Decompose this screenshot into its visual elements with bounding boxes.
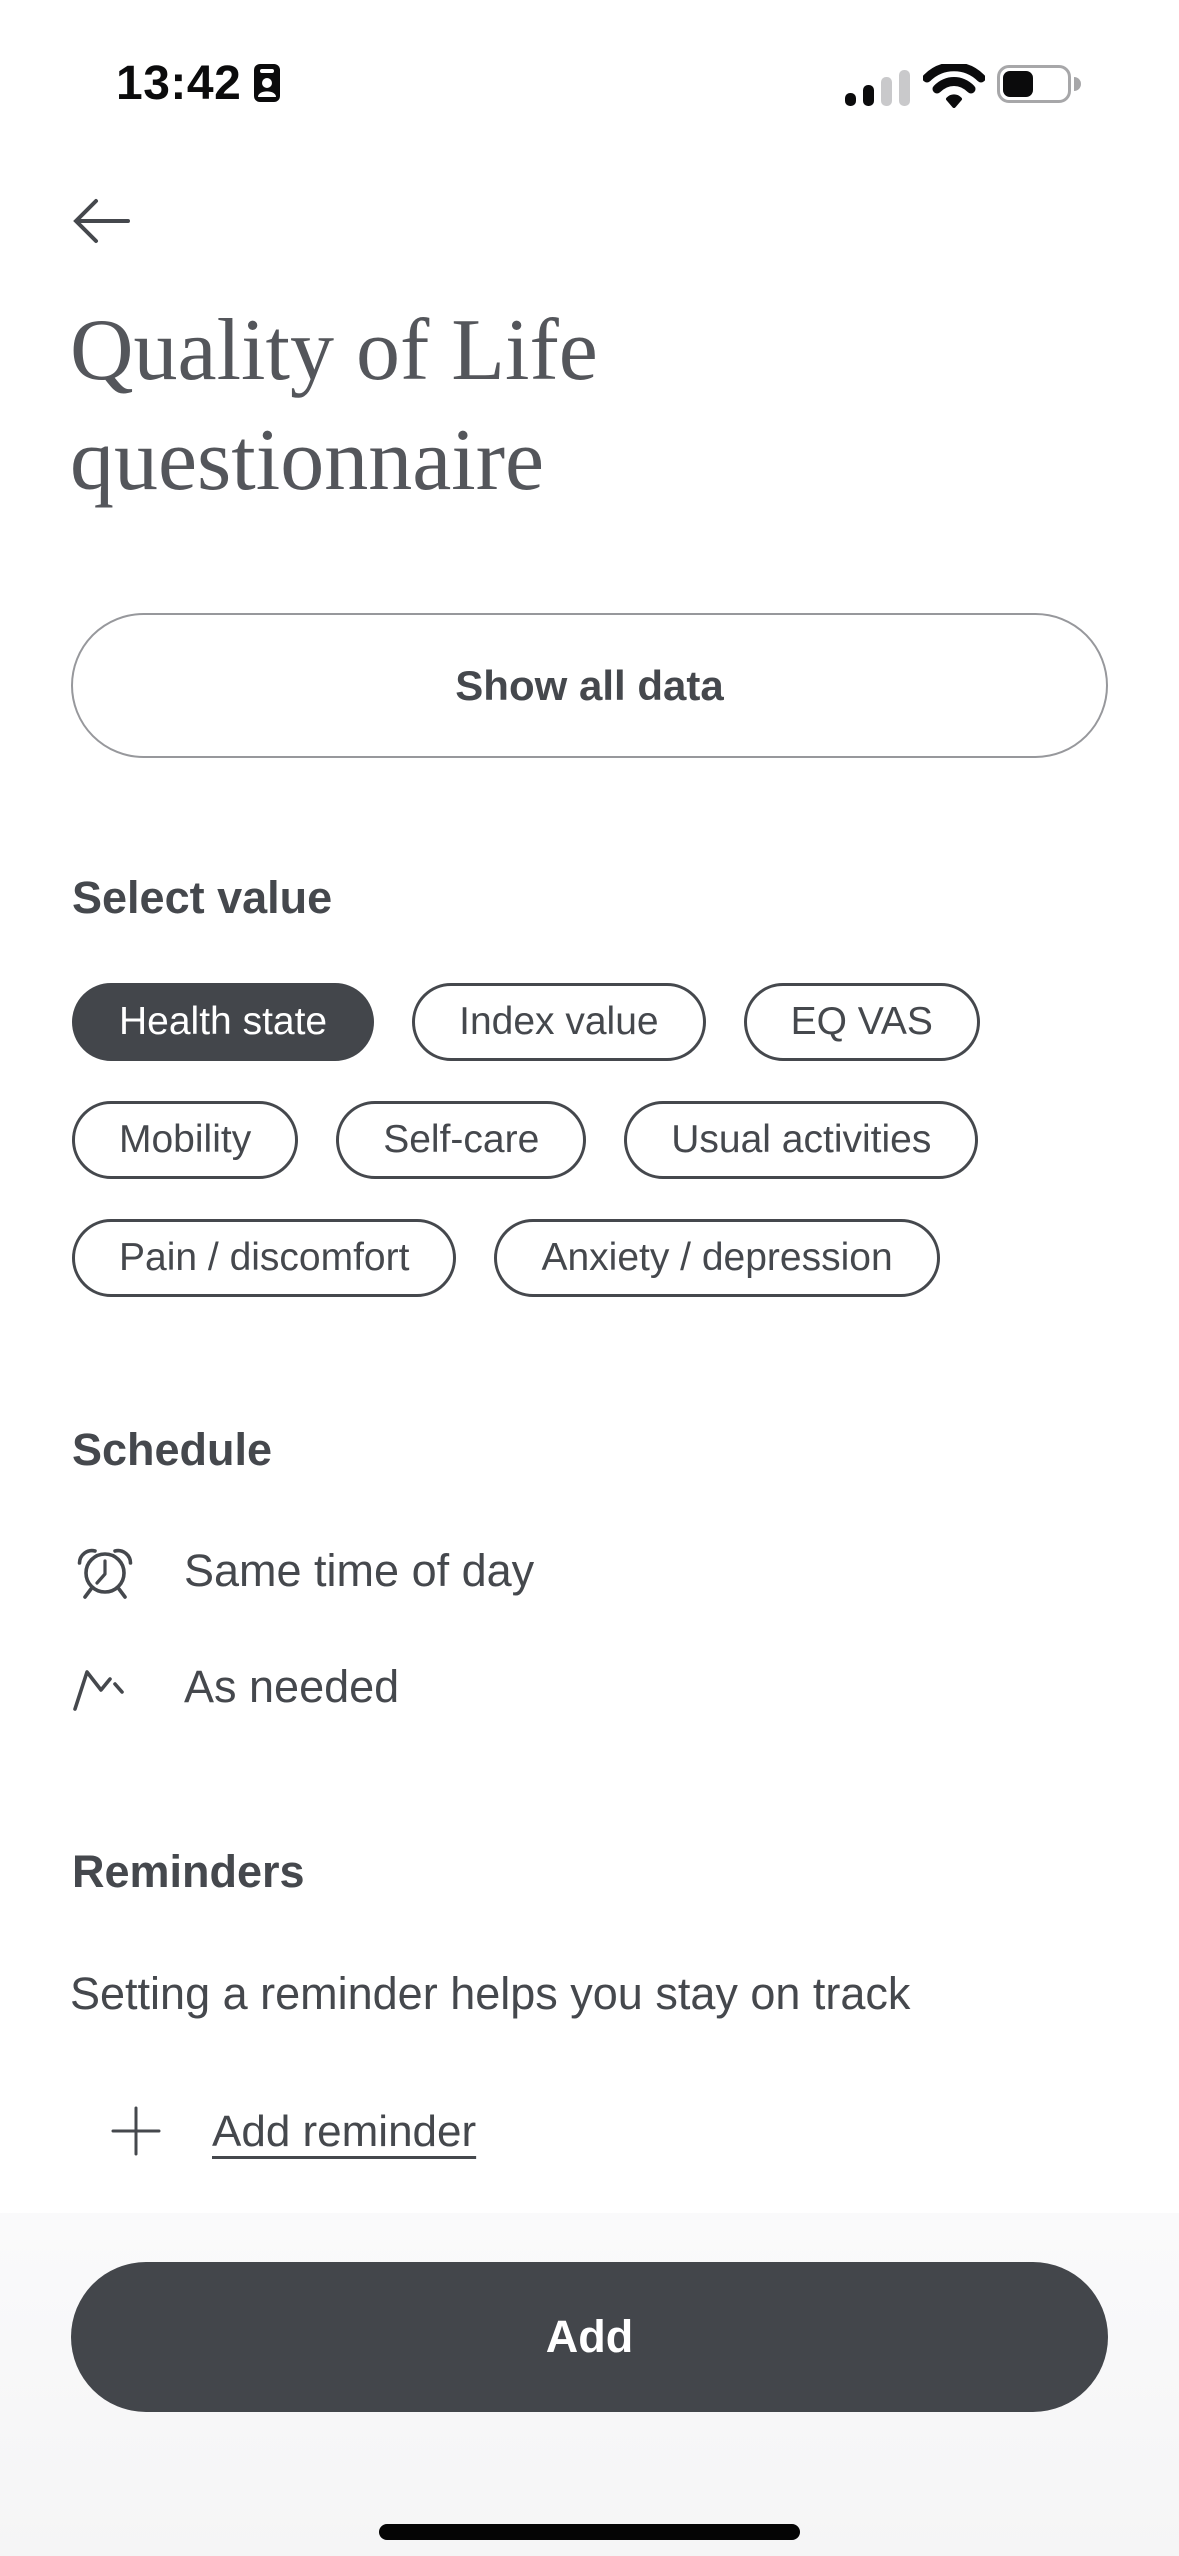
chip-self-care[interactable]: Self-care bbox=[336, 1101, 586, 1179]
person-badge-icon bbox=[254, 64, 280, 107]
select-value-heading: Select value bbox=[72, 872, 333, 923]
schedule-option-as-needed[interactable] bbox=[72, 1652, 772, 1722]
wifi-icon bbox=[923, 64, 985, 113]
chip-usual-activities[interactable]: Usual activities bbox=[624, 1101, 978, 1179]
chip-health-state[interactable]: Health state bbox=[72, 983, 374, 1061]
chip-eq-vas[interactable]: EQ VAS bbox=[744, 983, 980, 1061]
add-reminder-label: Add reminder bbox=[212, 2107, 477, 2156]
show-all-data-label: Show all data bbox=[455, 661, 724, 709]
status-time: 13:42 bbox=[116, 57, 242, 110]
schedule-option-same-time[interactable] bbox=[72, 1536, 772, 1606]
back-button[interactable] bbox=[66, 192, 138, 252]
show-all-data-button[interactable] bbox=[71, 613, 1108, 758]
trend-line-icon bbox=[72, 1662, 138, 1712]
page-title bbox=[70, 296, 1070, 516]
home-indicator[interactable] bbox=[379, 2524, 800, 2540]
battery-icon bbox=[997, 65, 1087, 105]
add-button[interactable]: Add bbox=[71, 2262, 1108, 2412]
schedule-option-label: Same time of day bbox=[184, 1545, 535, 1596]
alarm-clock-icon bbox=[72, 1540, 138, 1602]
bottom-action-bar bbox=[0, 2213, 1179, 2556]
chip-pain-discomfort[interactable]: Pain / discomfort bbox=[72, 1219, 456, 1297]
back-arrow-icon bbox=[72, 235, 132, 250]
plus-icon bbox=[110, 2105, 162, 2160]
chip-anxiety-depression[interactable]: Anxiety / depression bbox=[494, 1219, 939, 1297]
schedule-option-label: As needed bbox=[184, 1661, 400, 1712]
chip-mobility[interactable]: Mobility bbox=[72, 1101, 298, 1179]
schedule-heading: Schedule bbox=[72, 1424, 273, 1475]
status-icons bbox=[845, 64, 1095, 108]
page-title-line2: questionnaire bbox=[70, 412, 545, 509]
reminders-heading: Reminders bbox=[72, 1846, 305, 1897]
add-reminder-button[interactable] bbox=[110, 2092, 476, 2172]
reminders-description: Setting a reminder helps you stay on track bbox=[70, 1968, 911, 2019]
page-title-line1: Quality of Life bbox=[70, 302, 598, 399]
chip-index-value[interactable]: Index value bbox=[412, 983, 705, 1061]
value-chip-list bbox=[72, 983, 1112, 1297]
